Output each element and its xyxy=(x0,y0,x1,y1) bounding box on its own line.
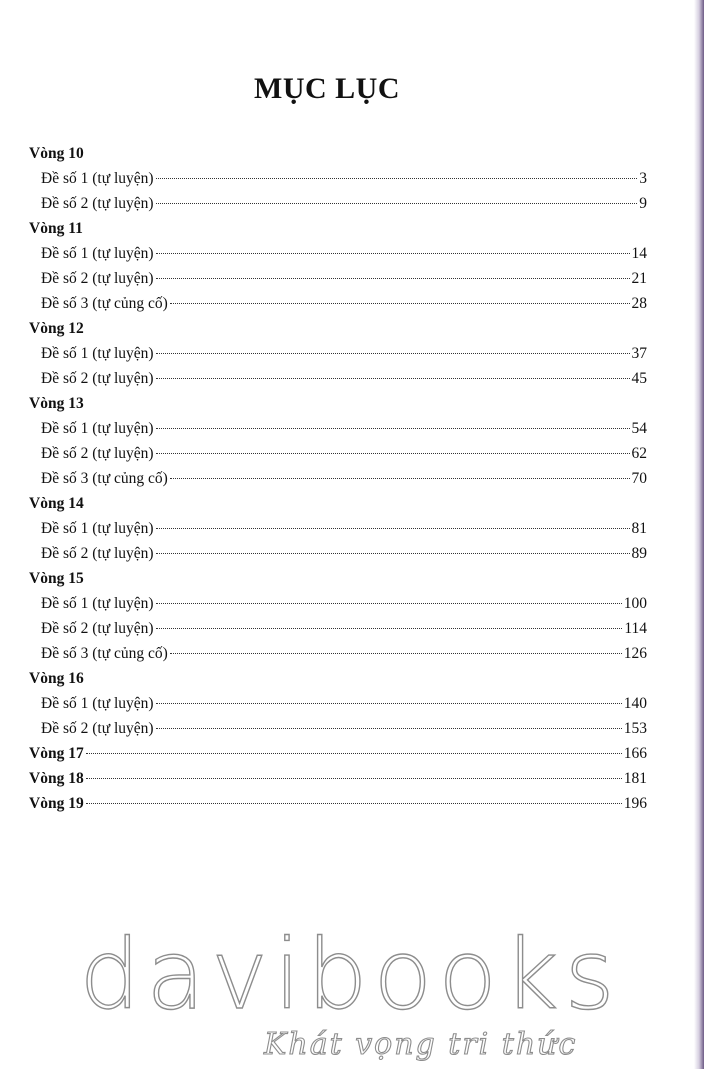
toc-entry[interactable] xyxy=(29,191,647,216)
toc-page-number: 126 xyxy=(623,645,647,662)
dot-leader xyxy=(170,478,630,479)
dot-leader xyxy=(156,353,630,354)
toc-entry-label: Đề số 3 (tự củng cố) xyxy=(41,645,168,662)
toc-round xyxy=(29,391,647,491)
toc-page-number: 37 xyxy=(631,345,647,362)
toc-round xyxy=(29,741,647,766)
toc-round-heading[interactable] xyxy=(29,216,647,241)
toc-round xyxy=(29,766,647,791)
toc-round-heading[interactable] xyxy=(29,666,647,691)
publisher-watermark xyxy=(0,919,704,1062)
toc-entry[interactable] xyxy=(29,416,647,441)
toc-page-number: 196 xyxy=(623,795,647,812)
toc-entry[interactable] xyxy=(29,366,647,391)
toc-entry-label: Đề số 2 (tự luyện) xyxy=(41,620,154,637)
toc-page-number: 181 xyxy=(623,770,647,787)
dot-leader xyxy=(156,603,622,604)
toc-entry[interactable] xyxy=(29,716,647,741)
toc-entry-label: Đề số 1 (tự luyện) xyxy=(41,520,154,537)
toc-round xyxy=(29,141,647,216)
toc-round-label: Vòng 16 xyxy=(29,670,84,687)
toc-round-label: Vòng 15 xyxy=(29,570,84,587)
toc-entry-label: Đề số 1 (tự luyện) xyxy=(41,420,154,437)
dot-leader xyxy=(156,428,630,429)
toc-entry-label: Đề số 2 (tự luyện) xyxy=(41,370,154,387)
toc-entry[interactable] xyxy=(29,466,647,491)
toc-page-number: 114 xyxy=(624,620,647,637)
toc-round-label: Vòng 13 xyxy=(29,395,84,412)
toc-entry[interactable] xyxy=(29,441,647,466)
toc-entry[interactable] xyxy=(29,341,647,366)
toc-entry[interactable] xyxy=(29,241,647,266)
toc-round xyxy=(29,316,647,391)
toc-entry-label: Đề số 2 (tự luyện) xyxy=(41,270,154,287)
toc-entry-label: Đề số 2 (tự luyện) xyxy=(41,195,154,212)
toc-entry-label: Đề số 1 (tự luyện) xyxy=(41,345,154,362)
toc-round xyxy=(29,666,647,741)
toc-round-heading[interactable] xyxy=(29,741,647,766)
page-title: MỤC LỤC xyxy=(254,72,400,105)
toc-entry[interactable] xyxy=(29,691,647,716)
toc-entry[interactable] xyxy=(29,616,647,641)
brand-tagline: Khát vọng tri thức xyxy=(264,1027,578,1062)
toc-page-number: 70 xyxy=(631,470,647,487)
toc-entry-label: Đề số 2 (tự luyện) xyxy=(41,445,154,462)
dot-leader xyxy=(156,553,630,554)
dot-leader xyxy=(170,303,630,304)
dot-leader xyxy=(156,203,638,204)
dot-leader xyxy=(156,278,630,279)
toc-round-heading[interactable] xyxy=(29,141,647,166)
toc-entry-label: Đề số 2 (tự luyện) xyxy=(41,720,154,737)
toc-page-number: 89 xyxy=(631,545,647,562)
dot-leader xyxy=(156,378,630,379)
toc-entry[interactable] xyxy=(29,541,647,566)
toc-page-number: 153 xyxy=(623,720,647,737)
dot-leader xyxy=(86,803,622,804)
toc-round-heading[interactable] xyxy=(29,391,647,416)
toc-round-heading[interactable] xyxy=(29,491,647,516)
dot-leader xyxy=(156,253,630,254)
toc-page-number: 140 xyxy=(623,695,647,712)
toc-round xyxy=(29,791,647,816)
dot-leader xyxy=(156,453,630,454)
dot-leader xyxy=(156,528,630,529)
toc-entry[interactable] xyxy=(29,266,647,291)
toc-page-number: 28 xyxy=(631,295,647,312)
toc-round-heading[interactable] xyxy=(29,766,647,791)
toc-round-label: Vòng 12 xyxy=(29,320,84,337)
toc-page-number: 54 xyxy=(631,420,647,437)
toc-entry-label: Đề số 2 (tự luyện) xyxy=(41,545,154,562)
toc-page-number: 62 xyxy=(631,445,647,462)
toc-entry[interactable] xyxy=(29,516,647,541)
toc-entry-label: Đề số 3 (tự củng cố) xyxy=(41,470,168,487)
toc-entry-label: Đề số 1 (tự luyện) xyxy=(41,695,154,712)
toc-round-label: Vòng 11 xyxy=(29,220,83,237)
toc-page-number: 45 xyxy=(631,370,647,387)
toc-page-number: 100 xyxy=(623,595,647,612)
dot-leader xyxy=(86,778,622,779)
toc-round-label: Vòng 19 xyxy=(29,795,84,812)
dot-leader xyxy=(156,728,622,729)
toc-round-heading[interactable] xyxy=(29,791,647,816)
toc-page-number: 3 xyxy=(639,170,647,187)
page-edge-shadow xyxy=(694,0,704,1069)
toc-entry-label: Đề số 1 (tự luyện) xyxy=(41,245,154,262)
toc-entry-label: Đề số 3 (tự củng cố) xyxy=(41,295,168,312)
toc-page-number: 9 xyxy=(639,195,647,212)
toc-round-label: Vòng 10 xyxy=(29,145,84,162)
toc-page-number: 166 xyxy=(623,745,647,762)
toc-round-label: Vòng 18 xyxy=(29,770,84,787)
brand-name: davibooks xyxy=(79,919,621,1031)
toc-page-number: 21 xyxy=(631,270,647,287)
toc-round-label: Vòng 14 xyxy=(29,495,84,512)
toc-entry[interactable] xyxy=(29,641,647,666)
toc-entry[interactable] xyxy=(29,291,647,316)
dot-leader xyxy=(156,703,622,704)
dot-leader xyxy=(86,753,622,754)
toc-round-heading[interactable] xyxy=(29,566,647,591)
dot-leader xyxy=(170,653,622,654)
toc-entry[interactable] xyxy=(29,166,647,191)
toc-round xyxy=(29,566,647,666)
toc-entry-label: Đề số 1 (tự luyện) xyxy=(41,170,154,187)
dot-leader xyxy=(156,178,638,179)
toc-page-number: 81 xyxy=(631,520,647,537)
table-of-contents xyxy=(29,141,647,816)
toc-round-heading[interactable] xyxy=(29,316,647,341)
toc-round xyxy=(29,216,647,316)
toc-round xyxy=(29,491,647,566)
toc-round-label: Vòng 17 xyxy=(29,745,84,762)
dot-leader xyxy=(156,628,623,629)
toc-page-number: 14 xyxy=(631,245,647,262)
toc-entry-label: Đề số 1 (tự luyện) xyxy=(41,595,154,612)
toc-entry[interactable] xyxy=(29,591,647,616)
